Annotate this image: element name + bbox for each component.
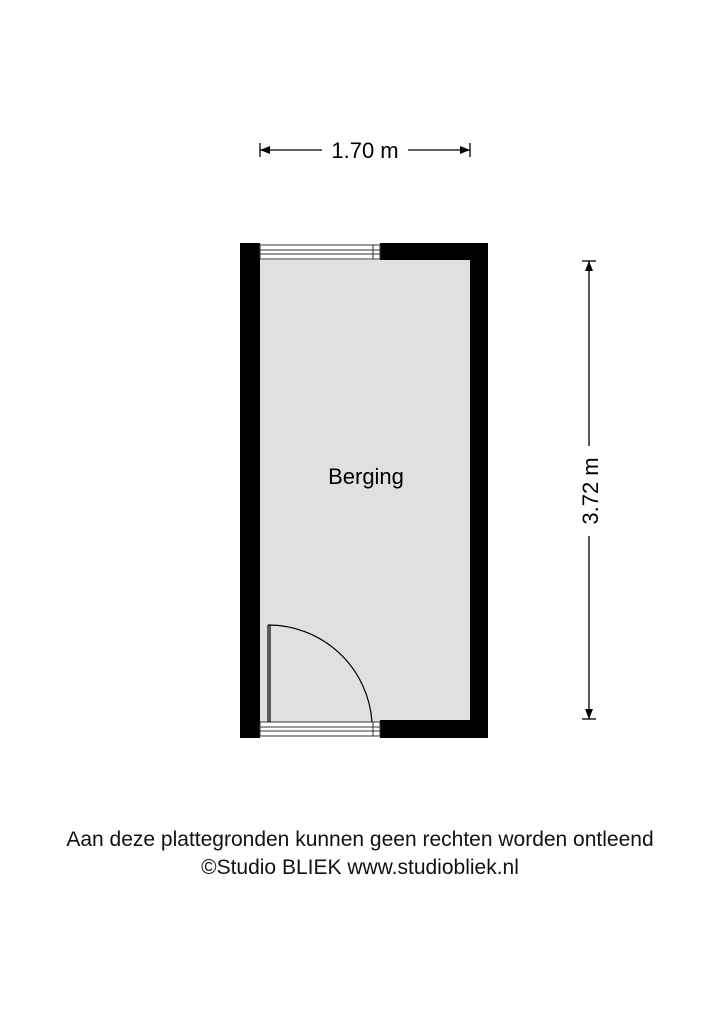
wall-top-right — [380, 243, 488, 260]
wall-bottom-right — [380, 720, 488, 738]
room-floor — [260, 260, 470, 722]
wall-left — [240, 243, 260, 738]
wall-right — [470, 243, 488, 738]
width-label: 1.70 m — [331, 138, 399, 163]
door-frame-bottom — [260, 722, 380, 736]
room-label: Berging — [328, 464, 404, 489]
copyright-text: ©Studio BLIEK www.studiobliek.nl — [201, 856, 519, 879]
window-top — [260, 245, 380, 259]
disclaimer-text: Aan deze plattegronden kunnen geen rechten worden ontleend — [66, 828, 654, 851]
height-label: 3.72 m — [578, 457, 603, 525]
